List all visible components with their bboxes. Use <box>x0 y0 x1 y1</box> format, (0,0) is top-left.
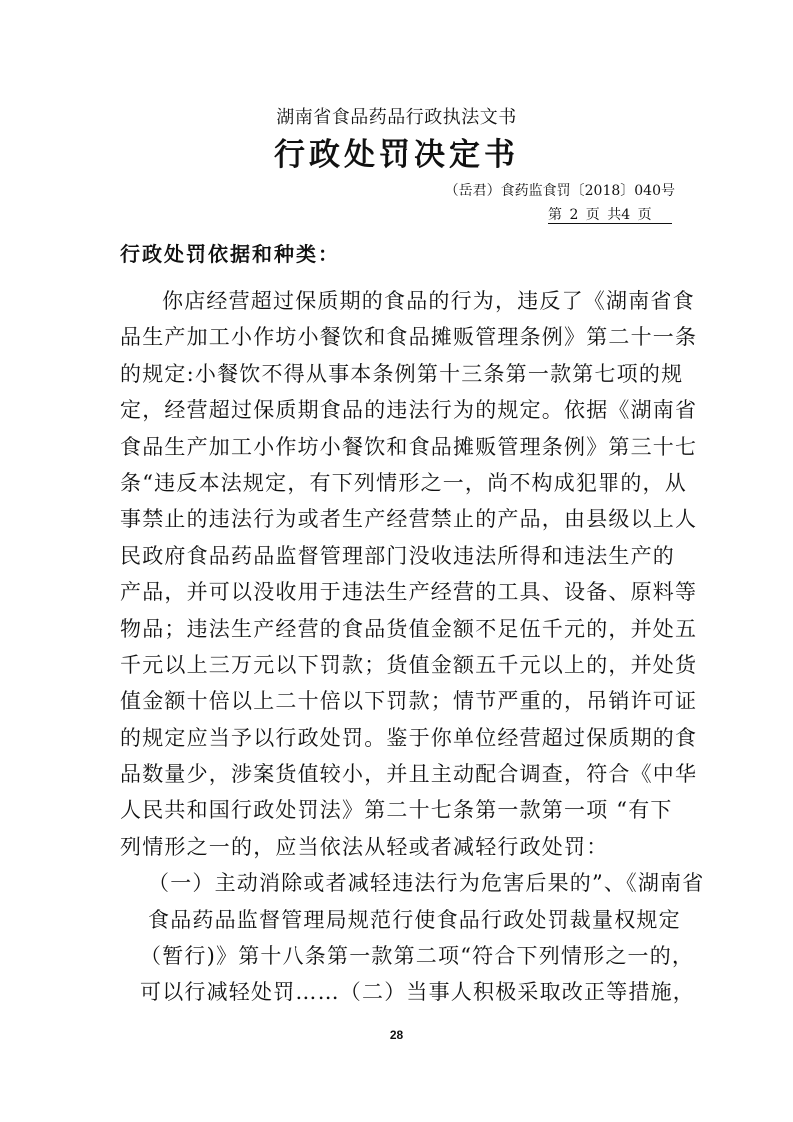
body-line: 的规定应当予以行政处罚。鉴于你单位经营超过保质期的食 <box>120 725 698 750</box>
body-line: （暂行)》第十八条第一款第二项“符合下列情形之一的， <box>140 944 695 969</box>
body-line: 你店经营超过保质期的食品的行为，违反了《湖南省食 <box>162 289 695 313</box>
body-line: 产品，并可以没收用于违法生产经营的工具、设备、原料等 <box>120 580 698 605</box>
body-line: 值金额十倍以上二十倍以下罚款；情节严重的，吊销许可证 <box>120 689 698 714</box>
document-title: 行政处罚决定书 <box>274 137 519 173</box>
body-line: 千元以上三万元以下罚款；货值金额五千元以上的，并处货 <box>120 652 698 677</box>
body-line: 列情形之一的，应当依法从轻或者减轻行政处罚： <box>120 834 609 859</box>
page-count-indicator: 第 2 页 共4 页 <box>548 207 672 224</box>
body-line: 事禁止的违法行为或者生产经营禁止的产品，由县级以上人 <box>120 507 698 532</box>
body-line: 品生产加工小作坊小餐饮和食品摊贩管理条例》第二十一条 <box>120 325 698 350</box>
body-line: 人民共和国行政处罚法》第二十七条第一款第一项 “有下 <box>120 798 673 823</box>
body-line: 的规定:小餐饮不得从事本条例第十三条第一款第七项的规 <box>120 361 684 386</box>
body-text <box>120 283 705 1011</box>
body-line: 物品；违法生产经营的食品货值金额不足伍千元的，并处五 <box>120 616 698 641</box>
body-line: 条“违反本法规定，有下列情形之一，尚不构成犯罪的，从 <box>120 470 687 495</box>
body-line: 定，经营超过保质期食品的违法行为的规定。依据《湖南省 <box>120 398 698 423</box>
document-series-title: 湖南省食品药品行政执法文书 <box>276 107 517 128</box>
body-line: （一）主动消除或者减轻违法行为危害后果的”、《湖南省 <box>148 871 705 896</box>
body-line: 可以行减轻处罚……（二）当事人积极采取改正等措施， <box>140 980 695 1005</box>
body-line: 食品药品监督管理局规范行使食品行政处罚裁量权规定 <box>148 907 681 932</box>
document-number: （岳君）食药监食罚〔2018〕040号 <box>444 183 675 199</box>
body-line: 食品生产加工小作坊小餐饮和食品摊贩管理条例》第三十七 <box>120 434 698 459</box>
body-line: 民政府食品药品监督管理部门没收违法所得和违法生产的 <box>120 543 675 568</box>
page-number: 28 <box>389 1028 404 1042</box>
section-heading: 行政处罚依据和种类： <box>120 242 340 266</box>
body-line: 品数量少，涉案货值较小，并且主动配合调查，符合《中华 <box>120 762 698 787</box>
